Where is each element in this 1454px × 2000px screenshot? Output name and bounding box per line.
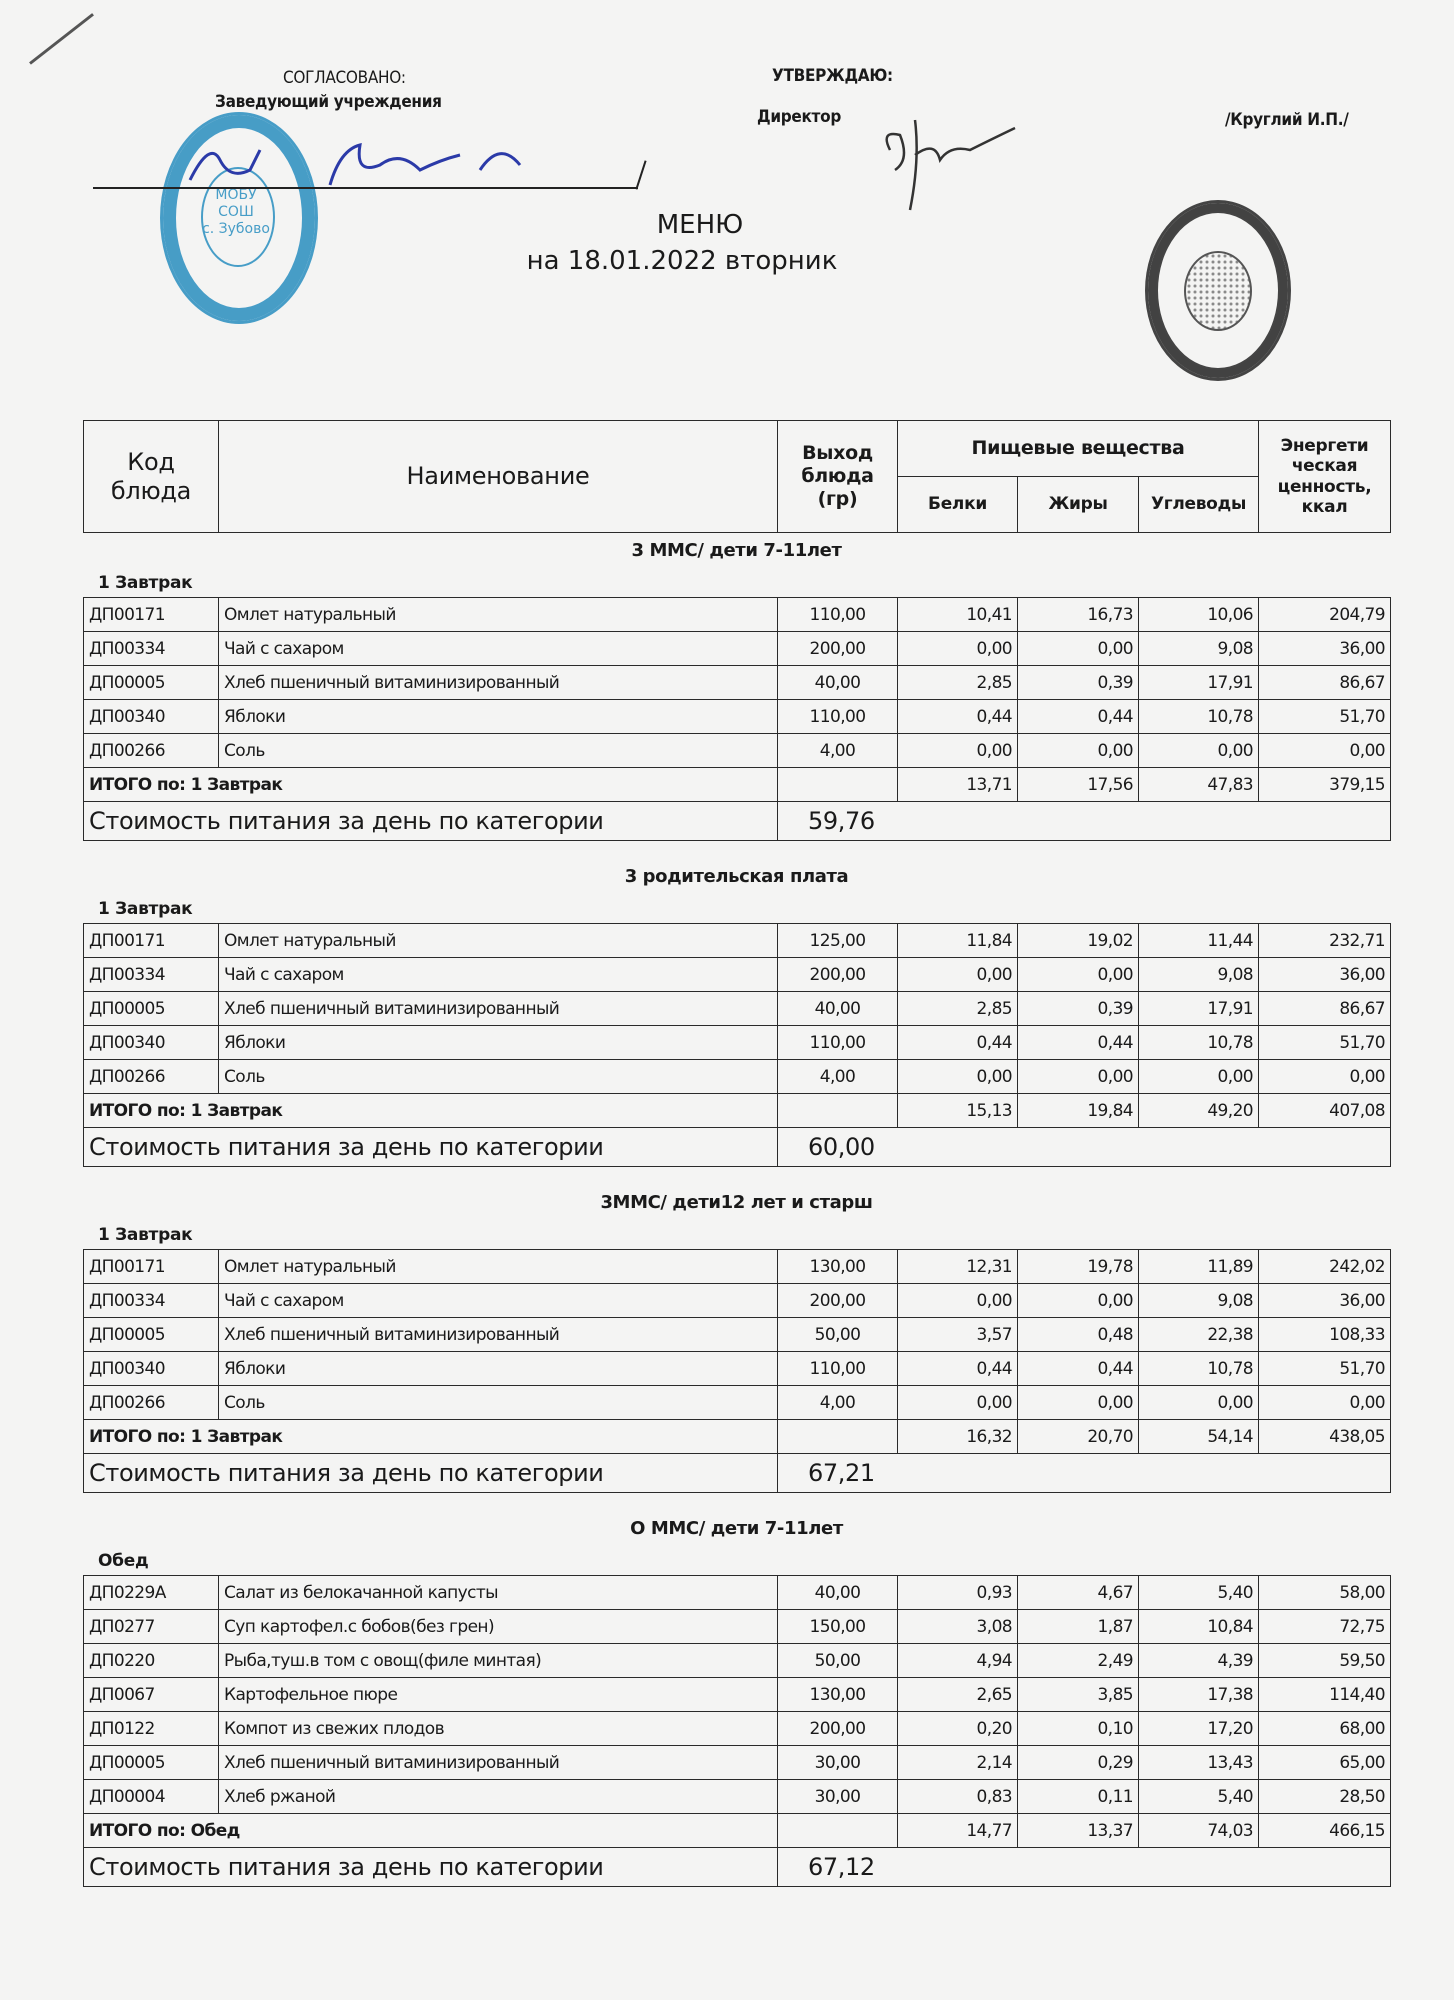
approve-name: /Круглий И.П./ (1225, 110, 1349, 130)
dish-carbs: 10,06 (1139, 598, 1259, 632)
total-label: ИТОГО по: Обед (84, 1814, 778, 1848)
dish-fat: 19,78 (1018, 1250, 1139, 1284)
menu-section-table (83, 923, 1391, 1167)
dish-fat: 0,44 (1018, 1026, 1139, 1060)
table-row (84, 992, 1391, 1026)
dish-energy: 58,00 (1259, 1576, 1391, 1610)
menu-section-table (83, 1575, 1391, 1887)
dish-yield: 50,00 (778, 1318, 898, 1352)
dish-carbs: 10,78 (1139, 700, 1259, 734)
dish-carbs: 0,00 (1139, 734, 1259, 768)
table-row (84, 700, 1391, 734)
approve-label: УТВЕРЖДАЮ: (772, 66, 893, 86)
dish-protein: 2,65 (898, 1678, 1018, 1712)
table-row (84, 734, 1391, 768)
col-energy: Энергети ческая ценность, ккал (1259, 421, 1391, 533)
dish-fat: 0,39 (1018, 666, 1139, 700)
dish-yield: 30,00 (778, 1780, 898, 1814)
dish-protein: 0,44 (898, 1352, 1018, 1386)
category-heading: О ММС/ дети 7-11лет (630, 1518, 843, 1539)
dish-carbs: 17,91 (1139, 992, 1259, 1026)
dish-yield: 110,00 (778, 598, 898, 632)
dish-energy: 36,00 (1259, 958, 1391, 992)
dish-energy: 232,71 (1259, 924, 1391, 958)
dish-code: ДП00266 (84, 734, 219, 768)
dish-code: ДП0067 (84, 1678, 219, 1712)
dish-yield: 150,00 (778, 1610, 898, 1644)
dish-protein: 0,00 (898, 632, 1018, 666)
total-row (84, 1814, 1391, 1848)
table-row (84, 1746, 1391, 1780)
dish-carbs: 4,39 (1139, 1644, 1259, 1678)
dish-carbs: 0,00 (1139, 1386, 1259, 1420)
dish-fat: 3,85 (1018, 1678, 1139, 1712)
total-protein: 16,32 (898, 1420, 1018, 1454)
dish-fat: 16,73 (1018, 598, 1139, 632)
dish-code: ДП0220 (84, 1644, 219, 1678)
dish-fat: 0,39 (1018, 992, 1139, 1026)
col-code: Код блюда (84, 421, 219, 533)
dish-energy: 36,00 (1259, 632, 1391, 666)
total-row (84, 1094, 1391, 1128)
dish-code: ДП00005 (84, 992, 219, 1026)
dish-name: Чай с сахаром (219, 958, 778, 992)
dish-code: ДП0229А (84, 1576, 219, 1610)
dish-name: Суп картофел.с бобов(без грен) (219, 1610, 778, 1644)
dish-energy: 36,00 (1259, 1284, 1391, 1318)
dish-fat: 0,11 (1018, 1780, 1139, 1814)
table-row (84, 598, 1391, 632)
cost-label: Стоимость питания за день по категории (84, 802, 778, 841)
total-carbs: 54,14 (1139, 1420, 1259, 1454)
dish-fat: 0,00 (1018, 1284, 1139, 1318)
dish-protein: 4,94 (898, 1644, 1018, 1678)
dish-yield: 130,00 (778, 1678, 898, 1712)
dish-fat: 2,49 (1018, 1644, 1139, 1678)
dish-fat: 0,00 (1018, 632, 1139, 666)
dish-carbs: 22,38 (1139, 1318, 1259, 1352)
dish-code: ДП00340 (84, 700, 219, 734)
total-protein: 13,71 (898, 768, 1018, 802)
dish-protein: 3,57 (898, 1318, 1018, 1352)
agreed-role: Заведующий учреждения (215, 92, 442, 112)
cost-row (84, 1454, 1391, 1493)
menu-section-table (83, 1249, 1391, 1493)
category-heading: 3ММС/ дети12 лет и старш (600, 1192, 873, 1213)
dish-code: ДП00005 (84, 1318, 219, 1352)
col-nutrients: Пищевые вещества (898, 421, 1259, 477)
total-fat: 13,37 (1018, 1814, 1139, 1848)
dish-name: Хлеб пшеничный витаминизированный (219, 666, 778, 700)
dish-energy: 242,02 (1259, 1250, 1391, 1284)
dish-code: ДП00266 (84, 1060, 219, 1094)
table-row (84, 924, 1391, 958)
dish-yield: 4,00 (778, 734, 898, 768)
dish-carbs: 10,78 (1139, 1352, 1259, 1386)
dish-protein: 0,83 (898, 1780, 1018, 1814)
dish-protein: 3,08 (898, 1610, 1018, 1644)
dish-protein: 0,00 (898, 958, 1018, 992)
total-energy: 379,15 (1259, 768, 1391, 802)
dish-protein: 11,84 (898, 924, 1018, 958)
dish-code: ДП00340 (84, 1026, 219, 1060)
table-row (84, 1678, 1391, 1712)
total-protein: 15,13 (898, 1094, 1018, 1128)
dish-name: Хлеб ржаной (219, 1780, 778, 1814)
dish-carbs: 17,91 (1139, 666, 1259, 700)
dish-energy: 51,70 (1259, 1026, 1391, 1060)
total-protein: 14,77 (898, 1814, 1018, 1848)
dish-yield: 130,00 (778, 1250, 898, 1284)
meal-heading: Обед (98, 1551, 149, 1571)
page-subtitle: на 18.01.2022 вторник (526, 246, 838, 276)
dish-name: Соль (219, 734, 778, 768)
dish-code: ДП00266 (84, 1386, 219, 1420)
table-row (84, 1780, 1391, 1814)
dish-protein: 0,44 (898, 700, 1018, 734)
dish-energy: 72,75 (1259, 1610, 1391, 1644)
total-row (84, 1420, 1391, 1454)
dish-yield: 4,00 (778, 1060, 898, 1094)
dish-code: ДП0122 (84, 1712, 219, 1746)
dish-fat: 0,10 (1018, 1712, 1139, 1746)
cost-label: Стоимость питания за день по категории (84, 1128, 778, 1167)
dish-carbs: 0,00 (1139, 1060, 1259, 1094)
table-row (84, 632, 1391, 666)
dish-code: ДП00005 (84, 666, 219, 700)
dish-code: ДП00171 (84, 1250, 219, 1284)
dish-energy: 68,00 (1259, 1712, 1391, 1746)
dish-protein: 0,00 (898, 1386, 1018, 1420)
dish-fat: 0,44 (1018, 1352, 1139, 1386)
dish-fat: 0,29 (1018, 1746, 1139, 1780)
dish-energy: 51,70 (1259, 700, 1391, 734)
dish-energy: 65,00 (1259, 1746, 1391, 1780)
dish-name: Омлет натуральный (219, 924, 778, 958)
col-name: Наименование (219, 421, 778, 533)
dish-fat: 0,00 (1018, 1060, 1139, 1094)
table-row (84, 1026, 1391, 1060)
dish-name: Рыба,туш.в том с овощ(филе минтая) (219, 1644, 778, 1678)
dish-yield: 110,00 (778, 1352, 898, 1386)
category-heading: 3 родительская плата (624, 866, 849, 887)
dish-name: Омлет натуральный (219, 1250, 778, 1284)
dish-carbs: 10,78 (1139, 1026, 1259, 1060)
dish-name: Картофельное пюре (219, 1678, 778, 1712)
dish-carbs: 11,44 (1139, 924, 1259, 958)
dish-name: Чай с сахаром (219, 1284, 778, 1318)
total-label: ИТОГО по: 1 Завтрак (84, 768, 778, 802)
dish-energy: 28,50 (1259, 1780, 1391, 1814)
dish-carbs: 9,08 (1139, 958, 1259, 992)
dish-yield: 110,00 (778, 1026, 898, 1060)
dish-carbs: 9,08 (1139, 632, 1259, 666)
table-row (84, 1386, 1391, 1420)
dish-yield: 200,00 (778, 632, 898, 666)
agreed-label: СОГЛАСОВАНО: (283, 68, 406, 88)
approve-role: Директор (757, 107, 841, 127)
dish-yield: 4,00 (778, 1386, 898, 1420)
cost-row (84, 1128, 1391, 1167)
dish-protein: 0,00 (898, 1060, 1018, 1094)
dish-protein: 2,14 (898, 1746, 1018, 1780)
dish-carbs: 17,38 (1139, 1678, 1259, 1712)
dish-protein: 0,93 (898, 1576, 1018, 1610)
dish-energy: 51,70 (1259, 1352, 1391, 1386)
dish-energy: 204,79 (1259, 598, 1391, 632)
dish-name: Хлеб пшеничный витаминизированный (219, 992, 778, 1026)
dish-fat: 1,87 (1018, 1610, 1139, 1644)
total-energy: 407,08 (1259, 1094, 1391, 1128)
total-energy: 466,15 (1259, 1814, 1391, 1848)
total-energy: 438,05 (1259, 1420, 1391, 1454)
dish-energy: 114,40 (1259, 1678, 1391, 1712)
dish-carbs: 5,40 (1139, 1780, 1259, 1814)
table-row (84, 1610, 1391, 1644)
total-label: ИТОГО по: 1 Завтрак (84, 1420, 778, 1454)
dish-energy: 0,00 (1259, 734, 1391, 768)
dish-code: ДП00171 (84, 924, 219, 958)
table-row (84, 1250, 1391, 1284)
dish-code: ДП00340 (84, 1352, 219, 1386)
col-protein: Белки (898, 477, 1018, 533)
total-label: ИТОГО по: 1 Завтрак (84, 1094, 778, 1128)
cost-label: Стоимость питания за день по категории (84, 1848, 778, 1887)
dish-carbs: 13,43 (1139, 1746, 1259, 1780)
dish-protein: 10,41 (898, 598, 1018, 632)
dish-protein: 0,44 (898, 1026, 1018, 1060)
dish-yield: 40,00 (778, 1576, 898, 1610)
dish-name: Компот из свежих плодов (219, 1712, 778, 1746)
dish-fat: 0,00 (1018, 1386, 1139, 1420)
dish-fat: 19,02 (1018, 924, 1139, 958)
category-heading: 3 ММС/ дети 7-11лет (631, 540, 842, 561)
page-title: МЕНЮ (656, 210, 744, 240)
dish-name: Соль (219, 1386, 778, 1420)
dish-code: ДП00171 (84, 598, 219, 632)
dish-energy: 0,00 (1259, 1060, 1391, 1094)
meal-heading: 1 Завтрак (98, 1225, 193, 1245)
total-fat: 17,56 (1018, 768, 1139, 802)
total-carbs: 49,20 (1139, 1094, 1259, 1128)
dish-energy: 0,00 (1259, 1386, 1391, 1420)
meal-heading: 1 Завтрак (98, 573, 193, 593)
dish-name: Яблоки (219, 1026, 778, 1060)
dish-protein: 0,00 (898, 734, 1018, 768)
dish-yield: 200,00 (778, 1284, 898, 1318)
menu-table-header (83, 420, 1391, 533)
dish-fat: 4,67 (1018, 1576, 1139, 1610)
dish-energy: 86,67 (1259, 666, 1391, 700)
dish-fat: 0,48 (1018, 1318, 1139, 1352)
total-fat: 19,84 (1018, 1094, 1139, 1128)
dish-protein: 12,31 (898, 1250, 1018, 1284)
dish-carbs: 11,89 (1139, 1250, 1259, 1284)
dish-energy: 108,33 (1259, 1318, 1391, 1352)
dish-yield: 110,00 (778, 700, 898, 734)
director-signature (860, 100, 1020, 220)
cost-row (84, 802, 1391, 841)
dish-name: Чай с сахаром (219, 632, 778, 666)
dish-carbs: 17,20 (1139, 1712, 1259, 1746)
scan-mark (29, 13, 94, 65)
cost-value: 60,00 (778, 1128, 1391, 1167)
total-carbs: 74,03 (1139, 1814, 1259, 1848)
dish-energy: 86,67 (1259, 992, 1391, 1026)
table-row (84, 1352, 1391, 1386)
menu-section-table (83, 597, 1391, 841)
table-row (84, 666, 1391, 700)
dish-protein: 0,20 (898, 1712, 1018, 1746)
dish-name: Хлеб пшеничный витаминизированный (219, 1746, 778, 1780)
stamp-line: МОБУ (215, 187, 257, 203)
dish-name: Омлет натуральный (219, 598, 778, 632)
dish-yield: 125,00 (778, 924, 898, 958)
dish-carbs: 9,08 (1139, 1284, 1259, 1318)
table-row (84, 1318, 1391, 1352)
cost-label: Стоимость питания за день по категории (84, 1454, 778, 1493)
meal-heading: 1 Завтрак (98, 899, 193, 919)
cost-value: 67,12 (778, 1848, 1391, 1887)
total-carbs: 47,83 (1139, 768, 1259, 802)
dish-yield: 30,00 (778, 1746, 898, 1780)
dish-fat: 0,00 (1018, 958, 1139, 992)
dish-name: Соль (219, 1060, 778, 1094)
table-row (84, 1644, 1391, 1678)
cost-value: 67,21 (778, 1454, 1391, 1493)
dish-protein: 0,00 (898, 1284, 1018, 1318)
table-row (84, 1060, 1391, 1094)
signature-slash (635, 160, 646, 189)
stamp-line: с. Зубово (202, 221, 270, 237)
dish-yield: 50,00 (778, 1644, 898, 1678)
dish-yield: 200,00 (778, 958, 898, 992)
table-row (84, 1712, 1391, 1746)
dish-code: ДП00005 (84, 1746, 219, 1780)
dish-code: ДП00004 (84, 1780, 219, 1814)
dish-yield: 40,00 (778, 666, 898, 700)
col-yield: Выход блюда (гр) (778, 421, 898, 533)
dish-code: ДП00334 (84, 1284, 219, 1318)
dish-fat: 0,00 (1018, 734, 1139, 768)
stamp-line: СОШ (218, 204, 254, 220)
dish-carbs: 10,84 (1139, 1610, 1259, 1644)
dish-name: Яблоки (219, 1352, 778, 1386)
total-row (84, 768, 1391, 802)
cost-row (84, 1848, 1391, 1887)
dish-code: ДП0277 (84, 1610, 219, 1644)
dish-protein: 2,85 (898, 992, 1018, 1026)
table-row (84, 1284, 1391, 1318)
agreed-signature (180, 130, 600, 200)
col-carbs: Углеводы (1139, 477, 1259, 533)
republic-stamp (1145, 200, 1291, 381)
total-fat: 20,70 (1018, 1420, 1139, 1454)
dish-fat: 0,44 (1018, 700, 1139, 734)
dish-code: ДП00334 (84, 632, 219, 666)
table-row (84, 1576, 1391, 1610)
col-fat: Жиры (1018, 477, 1139, 533)
dish-code: ДП00334 (84, 958, 219, 992)
dish-name: Яблоки (219, 700, 778, 734)
dish-protein: 2,85 (898, 666, 1018, 700)
dish-yield: 200,00 (778, 1712, 898, 1746)
dish-name: Салат из белокачанной капусты (219, 1576, 778, 1610)
table-row (84, 958, 1391, 992)
cost-value: 59,76 (778, 802, 1391, 841)
dish-carbs: 5,40 (1139, 1576, 1259, 1610)
dish-energy: 59,50 (1259, 1644, 1391, 1678)
dish-yield: 40,00 (778, 992, 898, 1026)
dish-name: Хлеб пшеничный витаминизированный (219, 1318, 778, 1352)
